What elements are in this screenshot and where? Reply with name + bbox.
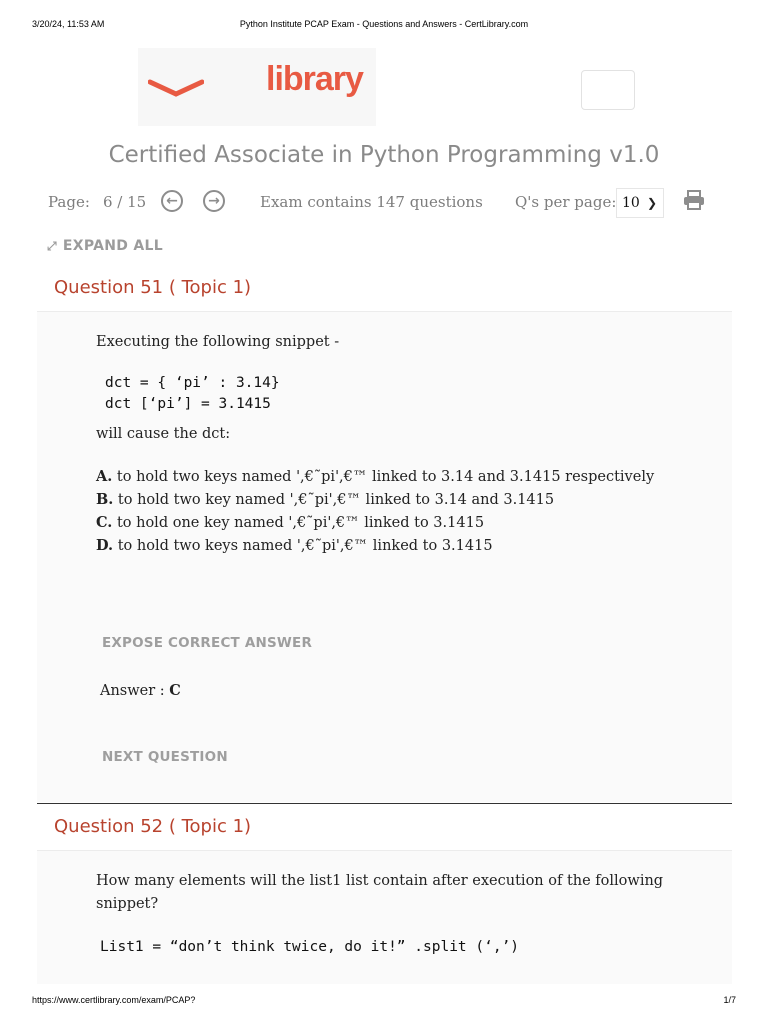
exam-title: Certified Associate in Python Programming v1.0 [108, 142, 660, 168]
print-doc-title: Python Institute PCAP Exam - Questions and Answers - CertLibrary.com [239, 19, 529, 29]
next-page-arrow-icon[interactable]: → [203, 190, 225, 212]
chevron-down-icon: ❯ [646, 196, 657, 210]
answer-value: C [169, 682, 181, 699]
per-page-select[interactable] [616, 188, 664, 218]
site-logo[interactable] [138, 48, 376, 126]
expand-arrows-icon: ⤢ [47, 239, 57, 253]
page-label: Page: [48, 193, 90, 211]
answer-option-a [96, 468, 654, 485]
question-count: Exam contains 147 questions [260, 193, 483, 211]
option-text: to hold one key named ',€˜pi',€™ linked to 3.1415 [112, 515, 485, 531]
question-52-title: Question 52 ( Topic 1) [54, 816, 252, 837]
option-key: C. [96, 514, 113, 531]
page-number: 6 / 15 [103, 193, 147, 211]
expand-all-button[interactable] [47, 238, 163, 254]
answer-option-d [96, 537, 493, 554]
option-key: B. [96, 491, 114, 508]
print-url: https://www.certlibrary.com/exam/PCAP? [32, 995, 196, 1005]
option-key: D. [96, 537, 114, 554]
answer-option-b [96, 491, 554, 508]
question-52-code: List1 = “don’t think twice, do it!” .split (‘,’) [100, 939, 520, 955]
answer-line [100, 682, 181, 699]
option-text: to hold two keys named ',€˜pi',€™ linked to 3.1415 [113, 538, 493, 554]
print-footer [0, 995, 768, 1007]
question-51-header[interactable] [37, 267, 732, 312]
question-52-intro-line-1: How many elements will the list1 list contain after execution of the following [96, 873, 664, 889]
question-52-header[interactable] [37, 806, 732, 851]
question-51-code-line-2: dct [‘pi’] = 3.1415 [105, 396, 271, 412]
expose-answer-button[interactable]: EXPOSE CORRECT ANSWER [102, 635, 313, 651]
question-51-followup: will cause the dct: [96, 426, 231, 442]
answer-label: Answer : [100, 683, 170, 699]
question-52-intro-line-2: snippet? [96, 896, 159, 912]
question-52-body [37, 851, 732, 984]
pager-bar [0, 188, 768, 218]
per-page-label: Q's per page: [515, 193, 617, 211]
logo-chevron-icon [148, 78, 204, 100]
print-page-count: 1/7 [723, 995, 736, 1005]
question-divider [37, 803, 732, 804]
question-51-intro: Executing the following snippet - [96, 334, 340, 350]
prev-page-arrow-icon[interactable]: ← [161, 190, 183, 212]
question-51-title: Question 51 ( Topic 1) [54, 277, 252, 298]
print-datetime: 3/20/24, 11:53 AM [32, 19, 105, 29]
next-question-button[interactable]: NEXT QUESTION [102, 749, 228, 765]
print-header [0, 19, 768, 31]
answer-option-c [96, 514, 484, 531]
printer-icon[interactable] [683, 190, 705, 210]
per-page-value: 10 [622, 195, 640, 211]
question-51-body [37, 312, 732, 802]
expand-all-label: EXPAND ALL [62, 238, 163, 254]
option-text: to hold two key named ',€˜pi',€™ linked to 3.14 and 3.1415 [113, 492, 555, 508]
menu-button[interactable] [581, 70, 635, 110]
question-51-code-line-1: dct = { ‘pi’ : 3.14} [105, 375, 280, 391]
logo-text: library [266, 60, 363, 98]
option-key: A. [96, 468, 113, 485]
option-text: to hold two keys named ',€˜pi',€™ linked to 3.14 and 3.1415 respectively [112, 469, 655, 485]
